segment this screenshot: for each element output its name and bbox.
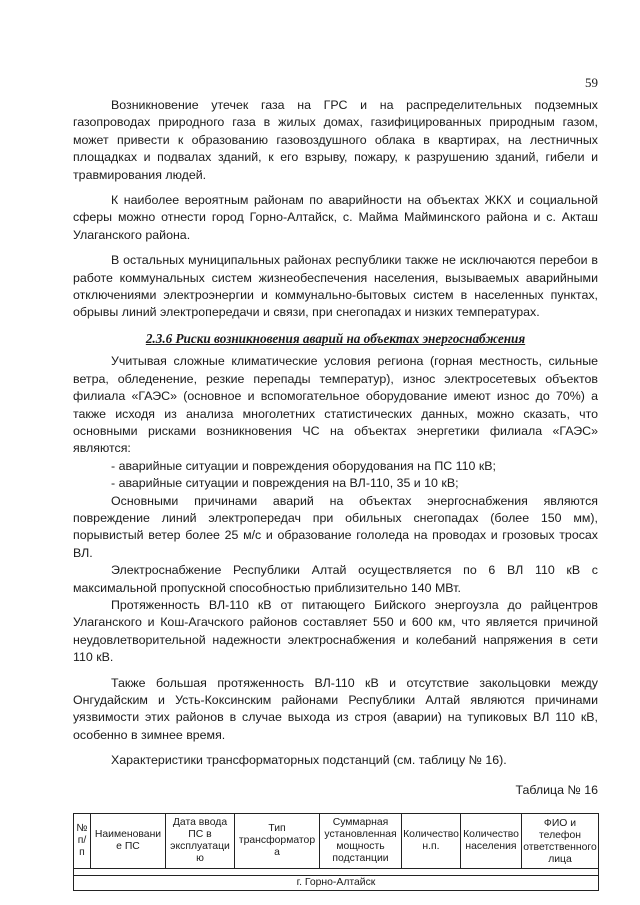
column-header-number: № п/п: [74, 814, 91, 869]
section-heading: 2.3.6 Риски возникновения аварий на объектах энергоснабжения: [145, 330, 526, 346]
paragraph-climate: Учитывая сложные климатические условия региона (горная местность, сильные ветра, обледенение, резкие перепады температур), износ электросетевых объектов филиала «ГАЭС» (основное и вспомогательное оборудование имеют износ до 70%) а также исходя из анализа многолетних статистических данных, можно сказать, что основными рисками возникновения ЧС на объектах энергетики филиала «ГАЭС» являются:: [73, 354, 598, 456]
page-number: 59: [585, 75, 598, 90]
column-header-transformer-type: Тип трансформатора: [235, 814, 320, 869]
list-item: - аварийные ситуации и повреждения на ВЛ-110, 35 и 10 кВ;: [111, 476, 459, 491]
paragraph-supply: Электроснабжение Республики Алтай осуществляется по 6 ВЛ 110 кВ с максимальной пропускной способностью приблизительно 140 МВт.: [73, 563, 598, 595]
column-header-responsible-person-text: ФИО и телефон ответственного лица: [523, 818, 597, 865]
table-caption: Таблица № 16: [515, 782, 598, 797]
paragraph-causes: Основными причинами аварий на объектах энергоснабжения являются повреждение линий электропередач при обильных снегопадах (более 150 мм), порывистый ветер более 25 м/с и образование гололеда на проводах и грозовых тросах ВЛ.: [73, 493, 598, 560]
column-header-population: Количество населения: [461, 814, 522, 869]
table-header-row: [74, 814, 599, 869]
paragraph-ring: Также большая протяженность ВЛ-110 кВ и отсутствие закольцовки между Онгудайским и Усть-Коксинским районами Республики Алтай являются причинами уязвимости этих районов в случае выхода из строя (аварии) на тупиковых ВЛ 110 кВ, особенно в зимнее время.: [73, 675, 598, 742]
column-header-commission-date: Дата ввода ПС в эксплуатацию: [166, 814, 235, 869]
column-header-responsible-person: [522, 814, 599, 869]
city-group-label: г. Горно-Алтайск: [74, 876, 599, 891]
paragraph-characteristics: Характеристики трансформаторных подстанций (см. таблицу № 16).: [111, 753, 507, 768]
document-body: [73, 97, 598, 891]
paragraph-gas-leaks: Возникновение утечек газа на ГРС и на распределительных подземных газопроводах природного газа в жилых домах, газифицированных природным газом, может привести к образованию газовоздушного облака в квартирах, на лестничных площадках и подвалах зданий, к его взрыву, пожару, к разрушению зданий, гибели и травмирования людей.: [73, 98, 598, 182]
column-header-settlements-count: Количество н.п.: [402, 814, 461, 869]
table-row: [74, 876, 599, 891]
paragraph-line-length: Протяженность ВЛ-110 кВ от питающего Бийского энергоузла до райцентров Улаганского и Кош-Агачского районов составляет 550 и 600 км, что является причиной неудовлетворительной надежности электроснабжения и колебаний напряжения в сети 110 кВ.: [73, 597, 598, 665]
paragraph-other-districts: В остальных муниципальных районах республики также не исключаются перебои в работе коммунальных систем жизнеобеспечения населения, вызываемых аварийными отключениями электроэнергии и коммунально-бытовых систем в населенных пунктах, обрывы линий электропередачи и связи, при снегопадах и низких температурах.: [73, 253, 598, 320]
column-header-total-capacity: Суммарная установленная мощность подстанции: [320, 814, 402, 869]
list-item: - аварийные ситуации и повреждения оборудования на ПС 110 кВ;: [111, 458, 496, 473]
table-spacer-row: [74, 869, 599, 876]
column-header-substation-name: Наименование ПС: [91, 814, 166, 869]
paragraph-likely-districts: К наиболее вероятным районам по аварийности на объектах ЖКХ и социальной сферы можно отнести город Горно-Алтайск, с. Майма Майминского района и с. Акташ Улаганского района.: [73, 193, 598, 242]
substations-table: [73, 813, 599, 891]
